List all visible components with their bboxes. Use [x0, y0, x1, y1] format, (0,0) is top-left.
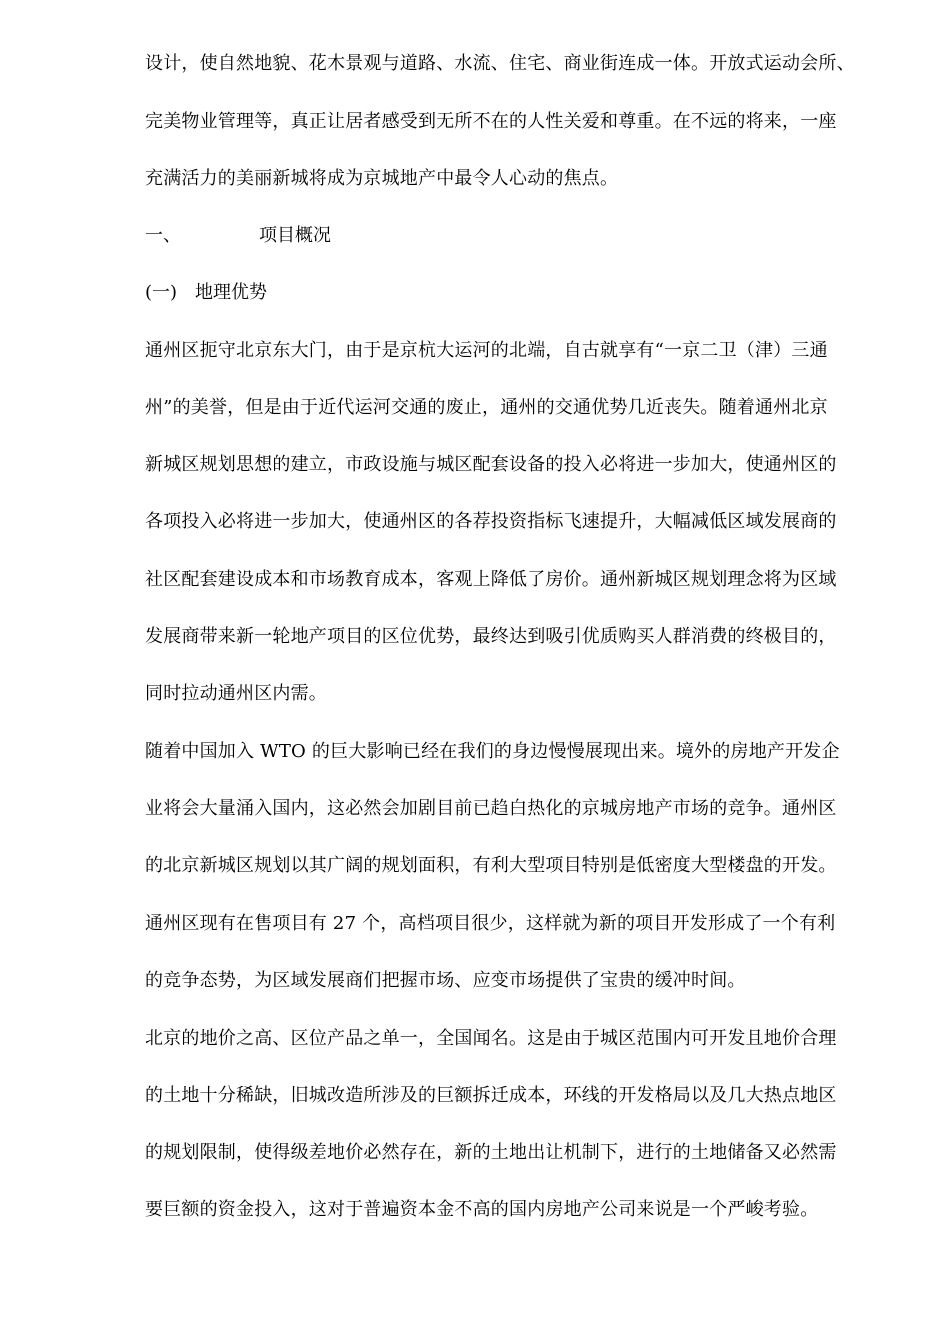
subsection-heading-number: (一) [145, 282, 178, 303]
paragraph-line: 新城区规划思想的建立，市政设施与城区配套设备的投入必将进一步加大，使通州区的 [145, 454, 837, 475]
paragraph-line: 各项投入必将进一步加大，使通州区的各荐投资指标飞速提升，大幅减低区域发展商的 [145, 511, 837, 532]
paragraph-line: 的土地十分稀缺，旧城改造所涉及的巨额拆迁成本，环线的开发格局以及几大热点地区 [145, 1085, 837, 1106]
paragraph-line: 北京的地价之高、区位产品之单一，全国闻名。这是由于城区范围内可开发且地价合理 [145, 1028, 837, 1049]
paragraph-line: 完美物业管理等，真正让居者感受到无所不在的人性关爱和尊重。在不远的将来，一座 [145, 111, 837, 132]
paragraph-line: 发展商带来新一轮地产项目的区位优势，最终达到吸引优质购买人群消费的终极目的， [145, 626, 837, 647]
paragraph-line: 社区配套建设成本和市场教育成本，客观上降低了房价。通州新城区规划理念将为区域 [145, 569, 837, 590]
paragraph-line: 业将会大量涌入国内，这必然会加剧目前已趋白热化的京城房地产市场的竞争。通州区 [145, 798, 837, 819]
paragraph-line: 通州区扼守北京东大门，由于是京杭大运河的北端，自古就享有“一京二卫（津）三通 [145, 340, 828, 361]
paragraph-line: 设计，使自然地貌、花木景观与道路、水流、住宅、商业街连成一体。开放式运动会所、 [145, 53, 855, 74]
paragraph-line: 充满活力的美丽新城将成为京城地产中最令人心动的焦点。 [145, 168, 619, 189]
subsection-heading-title: 地理优势 [195, 282, 267, 303]
section-heading-title: 项目概况 [259, 225, 331, 246]
paragraph-line: 随着中国加入 WTO 的巨大影响已经在我们的身边慢慢展现出来。境外的房地产开发企 [145, 741, 840, 762]
section-heading-number: 一、 [145, 225, 181, 246]
paragraph-line: 的规划限制，使得级差地价必然存在，新的土地出让机制下，进行的土地储备又必然需 [145, 1142, 837, 1163]
paragraph-line: 通州区现有在售项目有 27 个，高档项目很少，这样就为新的项目开发形成了一个有利 [145, 913, 836, 934]
paragraph-line: 的竞争态势，为区域发展商们把握市场、应变市场提供了宝贵的缓冲时间。 [145, 970, 746, 991]
paragraph-line: 同时拉动通州区内需。 [145, 683, 327, 704]
paragraph-line: 的北京新城区规划以其广阔的规划面积，有利大型项目特别是低密度大型楼盘的开发。 [145, 855, 837, 876]
paragraph-line: 州”的美誉，但是由于近代运河交通的废止，通州的交通优势几近丧失。随着通州北京 [145, 397, 828, 418]
paragraph-line: 要巨额的资金投入，这对于普遍资本金不高的国内房地产公司来说是一个严峻考验。 [145, 1199, 819, 1220]
